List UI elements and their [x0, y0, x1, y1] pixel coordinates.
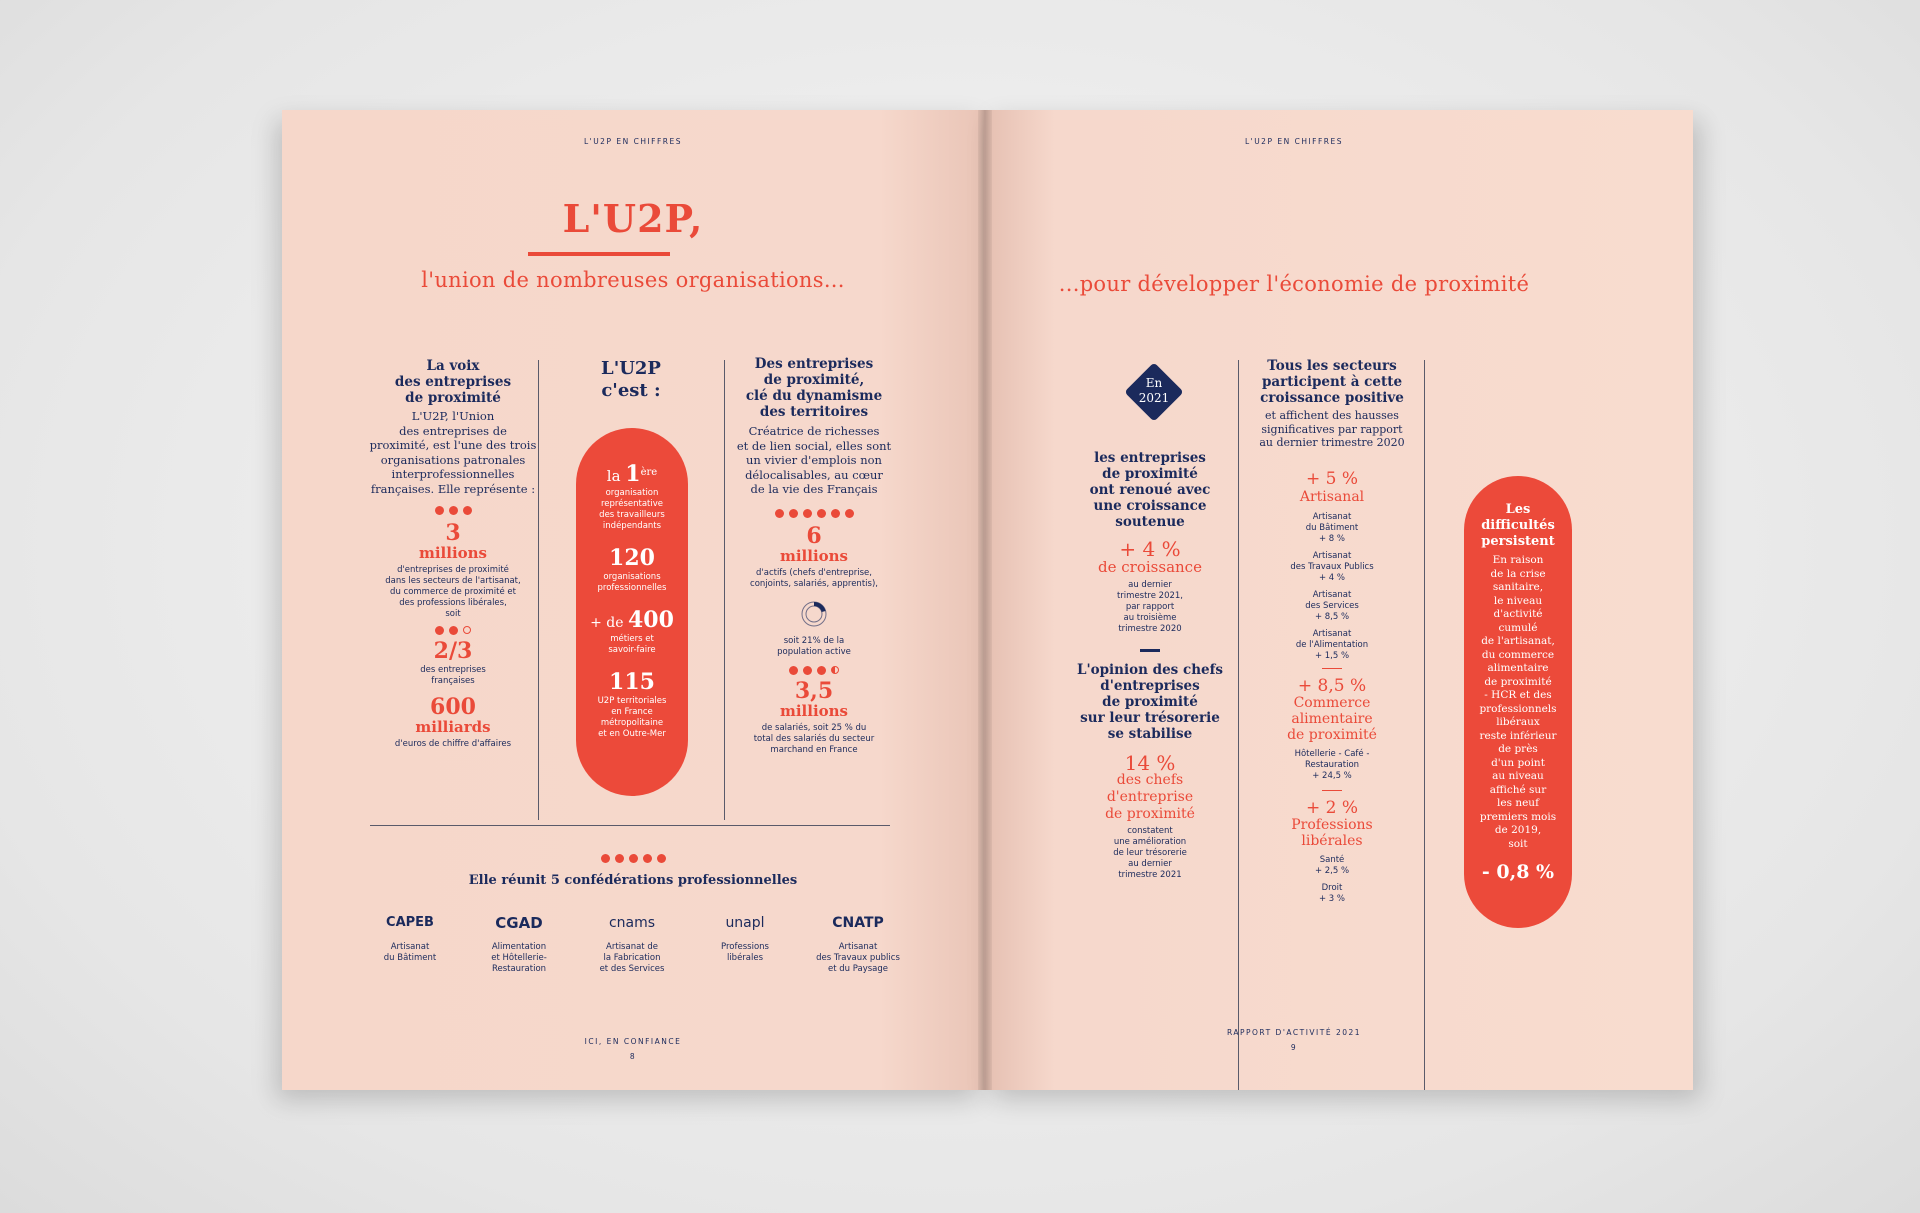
difficulties-line: de la crise	[1490, 567, 1546, 580]
stat-number-row: + de 400	[590, 607, 674, 633]
cnatp-logo: CNATP	[832, 915, 884, 931]
title-underline	[528, 252, 670, 256]
difficulties-line: alimentaire	[1487, 662, 1549, 674]
confederation-cnams: cnams Artisanat de la Fabrication et des Services	[584, 910, 680, 975]
unapl-logo: unapl	[725, 915, 765, 931]
stat-number: 3	[445, 520, 461, 546]
first-rank: la 1ère	[606, 461, 658, 487]
col3-body: Créatrice de richesses et de lien social, elles sont un vivier d'emplois non délocalisables, au cœur de la vie des Français	[736, 424, 892, 496]
dots-indicator	[368, 626, 538, 635]
confederation-cnatp: CNATP Artisanat des Travaux publics et du Paysage	[810, 910, 906, 975]
sector-separator	[1322, 668, 1342, 669]
growth-unit: de croissance	[1098, 558, 1202, 576]
stat-description: organisation représentative des travailleurs indépendants	[599, 488, 665, 531]
difficulties-line: de l'artisanat,	[1481, 635, 1555, 647]
col3-heading: Des entreprises de proximité, clé du dynamisme des territoires	[745, 356, 883, 420]
difficulties-value: - 0,8 %	[1481, 861, 1555, 883]
treasury-value: 14 %	[1124, 751, 1176, 775]
confederations-title: Elle réunit 5 confédérations professionnelles	[468, 873, 798, 888]
stat-description: d'euros de chiffre d'affaires	[394, 739, 512, 749]
difficulties-line: sanitaire,	[1492, 581, 1544, 593]
confederation-unapl: unapl Professions libérales	[701, 910, 789, 975]
col3-block	[726, 356, 902, 756]
sector-liberal: + 2 % Professions libérales Santé + 2,5 % Droit + 3 %	[1291, 797, 1373, 904]
stat-description: constatent une amélioration de leur trésorerie au dernier trimestre 2021	[1113, 826, 1187, 880]
growth-heading: les entreprises de proximité ont renoué avec une croissance soutenue	[1089, 450, 1211, 530]
difficulties-line: de près	[1498, 743, 1538, 755]
col2-heading: L'U2P c'est :	[601, 358, 661, 401]
page-subtitle: ...pour développer l'économie de proximité	[1058, 272, 1530, 296]
difficulties-line: professionnels	[1479, 702, 1557, 715]
confederation-capeb: CAPEB Artisanat du Bâtiment	[366, 910, 454, 975]
cnams-logo: cnams	[608, 915, 656, 931]
page-number: 9	[1290, 1043, 1298, 1052]
difficulties-line: d'activité	[1493, 608, 1543, 620]
difficulties-line: au niveau	[1492, 770, 1544, 782]
difficulties-body	[1464, 554, 1572, 851]
stat-description: d'actifs (chefs d'entreprise, conjoints, salariés, apprentis),	[750, 567, 878, 589]
difficulties-pill	[1464, 476, 1572, 928]
stat-number: 2/3	[433, 638, 473, 664]
dash-separator	[1140, 649, 1160, 652]
donut-svg	[798, 598, 830, 630]
difficulties-line: cumulé	[1498, 621, 1538, 634]
column-divider	[724, 360, 725, 820]
stat-unit: millions	[779, 701, 849, 720]
dots-indicator	[368, 506, 538, 515]
difficulties-line: libéraux	[1496, 716, 1540, 728]
page-subtitle: l'union de nombreuses organisations...	[421, 268, 845, 292]
stat-number: 120	[609, 545, 655, 571]
col2-block	[1240, 358, 1424, 905]
book-spine	[978, 110, 992, 1090]
stat-number: 6	[806, 522, 822, 549]
difficulties-line: affiché sur	[1489, 783, 1547, 796]
capeb-logo: CAPEB	[386, 915, 434, 930]
stat-unit: milliards	[415, 718, 491, 736]
treasury-heading: L'opinion des chefs d'entreprises de proximité sur leur trésorerie se stabilise	[1076, 662, 1224, 742]
left-page	[282, 110, 984, 1090]
stat-description: métiers et savoir-faire	[608, 634, 656, 655]
sector-separator	[1322, 790, 1342, 791]
stat-unit: millions	[418, 544, 488, 562]
running-head: L'U2P EN CHIFFRES	[583, 137, 683, 146]
difficulties-line: premiers mois	[1479, 810, 1557, 823]
page-number: 8	[629, 1052, 637, 1061]
col1-heading: La voix des entreprises de proximité	[394, 358, 512, 406]
difficulties-line: En raison	[1492, 554, 1544, 566]
growth-value: + 4 %	[1119, 537, 1181, 561]
sector-artisanal: + 5 % Artisanal Artisanat du Bâtiment + 8 % Artisanat des Travaux Publics + 4 % Artisanat des Services + 8,5 % Artisanat de l'Alimentation + 1,5 %	[1290, 468, 1374, 661]
cgad-logo: CGAD	[495, 914, 543, 932]
right-page	[984, 110, 1693, 1090]
column-divider	[1424, 360, 1425, 1090]
difficulties-line: soit	[1508, 837, 1528, 850]
confederation-cgad: CGAD Alimentation et Hôtellerie- Restauration	[475, 910, 563, 975]
treasury-unit: des chefs d'entreprise de proximité	[1105, 772, 1195, 822]
difficulties-line: le niveau	[1493, 594, 1543, 607]
confederations-list	[366, 910, 906, 975]
stat-description: U2P territoriales en France métropolitaine et en Outre-Mer	[597, 696, 667, 739]
sectors-body: et affichent des hausses significatives par rapport au dernier trimestre 2020	[1259, 409, 1405, 449]
difficulties-heading: Les difficultés persistent	[1481, 502, 1555, 549]
difficulties-line: reste inférieur	[1479, 729, 1557, 742]
stat-description: organisations professionnelles	[597, 572, 667, 593]
stat-description: des entreprises françaises	[420, 665, 486, 686]
difficulties-line: - HCR et des	[1484, 689, 1552, 701]
stat-number: 600	[430, 694, 476, 720]
u2p-stats-pill	[576, 428, 688, 796]
sectors-heading: Tous les secteurs participent à cette croissance positive	[1260, 358, 1404, 406]
difficulties-line: les neuf	[1497, 797, 1539, 809]
stat-number: 3,5	[794, 677, 834, 704]
difficulties-line: du commerce	[1481, 648, 1555, 661]
page-footer: ICI, EN CONFIANCE	[584, 1037, 682, 1046]
column-divider	[538, 360, 539, 820]
donut-chart	[798, 598, 830, 630]
running-head: L'U2P EN CHIFFRES	[1244, 137, 1344, 146]
difficulties-line: de proximité	[1484, 675, 1552, 688]
dots-indicator	[726, 509, 902, 518]
col1-body: L'U2P, l'Union des entreprises de proximité, est l'une des trois organisations patronales interprofessionnelles françaises. Elle représente :	[369, 409, 537, 496]
page-footer: RAPPORT D'ACTIVITÉ 2021	[1226, 1028, 1362, 1037]
stat-number: 115	[609, 669, 655, 695]
dots-indicator	[726, 666, 902, 675]
stat-unit: millions	[779, 546, 849, 565]
difficulties-line: de 2019,	[1494, 824, 1542, 836]
stat-description: de salariés, soit 25 % du total des salariés du secteur marchand en France	[753, 722, 875, 755]
year-badge: En 2021	[1124, 362, 1184, 422]
col1-block	[1060, 450, 1240, 881]
difficulties-line: d'un point	[1491, 756, 1545, 769]
page-title: L'U2P,	[562, 196, 704, 241]
dots-indicator	[282, 854, 984, 863]
sector-commerce: + 8,5 % Commerce alimentaire de proximité Hôtellerie - Café - Restauration + 24,5 %	[1287, 675, 1377, 781]
col1-block	[368, 358, 538, 750]
section-divider	[370, 825, 890, 826]
stat-description: d'entreprises de proximité dans les secteurs de l'artisanat, du commerce de proximité et des professions libérales, soit	[385, 565, 521, 619]
stat-description: soit 21% de la population active	[777, 635, 851, 657]
stat-description: au dernier trimestre 2021, par rapport au troisième trimestre 2020	[1116, 580, 1184, 634]
